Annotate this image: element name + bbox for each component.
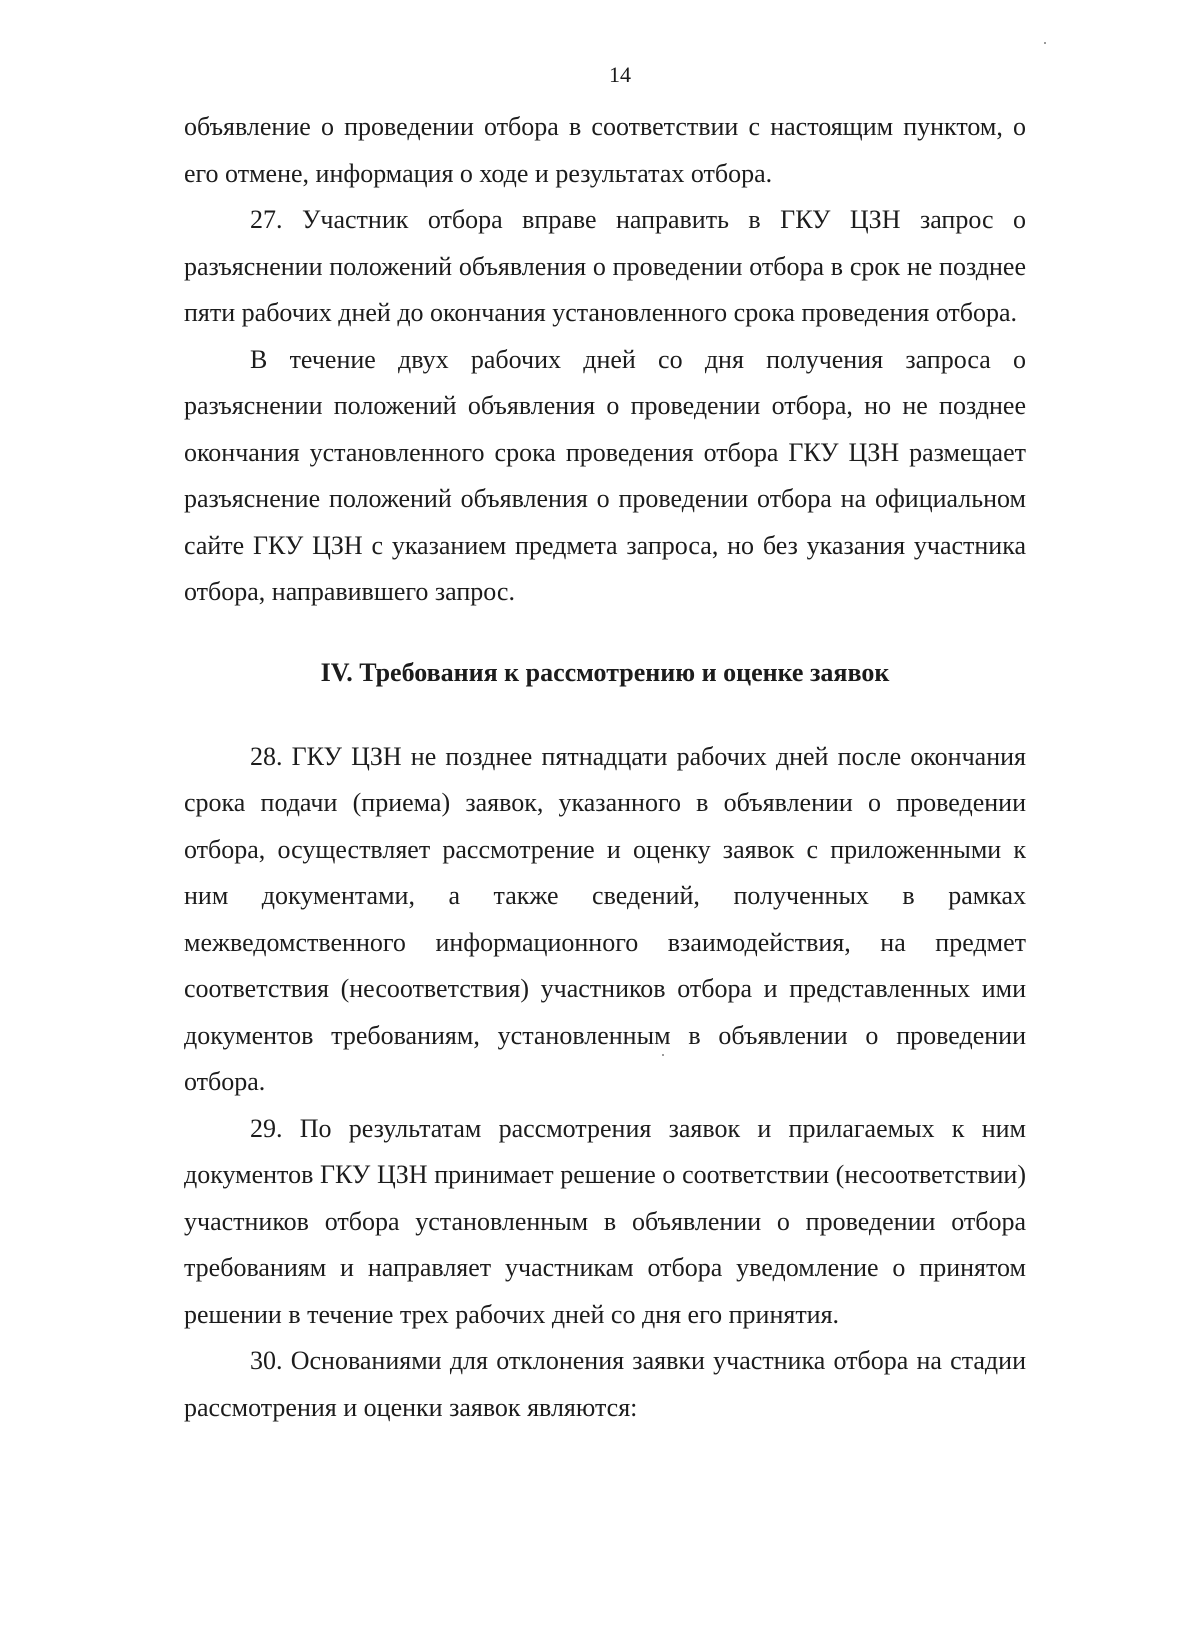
paragraph-27: 27. Участник отбора вправе направить в ГКУ ЦЗН запрос о разъяснении положений объявления о проведении отбора в срок не позднее пяти рабочих дней до окончания установленного срока проведения отбора. bbox=[184, 205, 1026, 327]
page-number: 14 bbox=[609, 62, 631, 87]
paragraph-30: 30. Основаниями для отклонения заявки участника отбора на стадии рассмотрения и оценки заявок являются: bbox=[184, 1346, 1026, 1422]
section-heading: IV. Требования к рассмотрению и оценке заявок bbox=[320, 657, 890, 687]
document-body bbox=[184, 104, 1026, 1431]
scan-artifact bbox=[662, 1054, 664, 1056]
paragraph-27-clarification: В течение двух рабочих дней со дня получения запроса о разъяснении положений объявления о проведении отбора, но не позднее окончания установленного срока проведения отбора ГКУ ЦЗН размещает разъяснение положений объявления о проведении отбора на официальном сайте ГКУ ЦЗН с указанием предмета запроса, но без указания участника отбора, направившего запрос. bbox=[184, 344, 1026, 606]
paragraph-continuation: объявление о проведении отбора в соответствии с настоящим пунктом, о его отмене, информация о ходе и результатах отбора. bbox=[184, 112, 1026, 188]
scan-artifact bbox=[1044, 42, 1046, 44]
paragraph-29: 29. По результатам рассмотрения заявок и прилагаемых к ним документов ГКУ ЦЗН принимает решение о соответствии (несоответствии) участников отбора установленным в объявлении о проведении отбора требованиям и направляет участникам отбора уведомление о принятом решении в течение трех рабочих дней со дня его принятия. bbox=[184, 1113, 1026, 1329]
paragraph-28: 28. ГКУ ЦЗН не позднее пятнадцати рабочих дней после окончания срока подачи (приема) заявок, указанного в объявлении о проведении отбора, осуществляет рассмотрение и оценку заявок с приложенными к ним документами, а также сведений, полученных в рамках межведомственного информационного взаимодействия, на предмет соответствия (несоответствия) участников отбора и представленных ими документов требованиям, установленным в объявлении о проведении отбора. bbox=[184, 741, 1026, 1096]
